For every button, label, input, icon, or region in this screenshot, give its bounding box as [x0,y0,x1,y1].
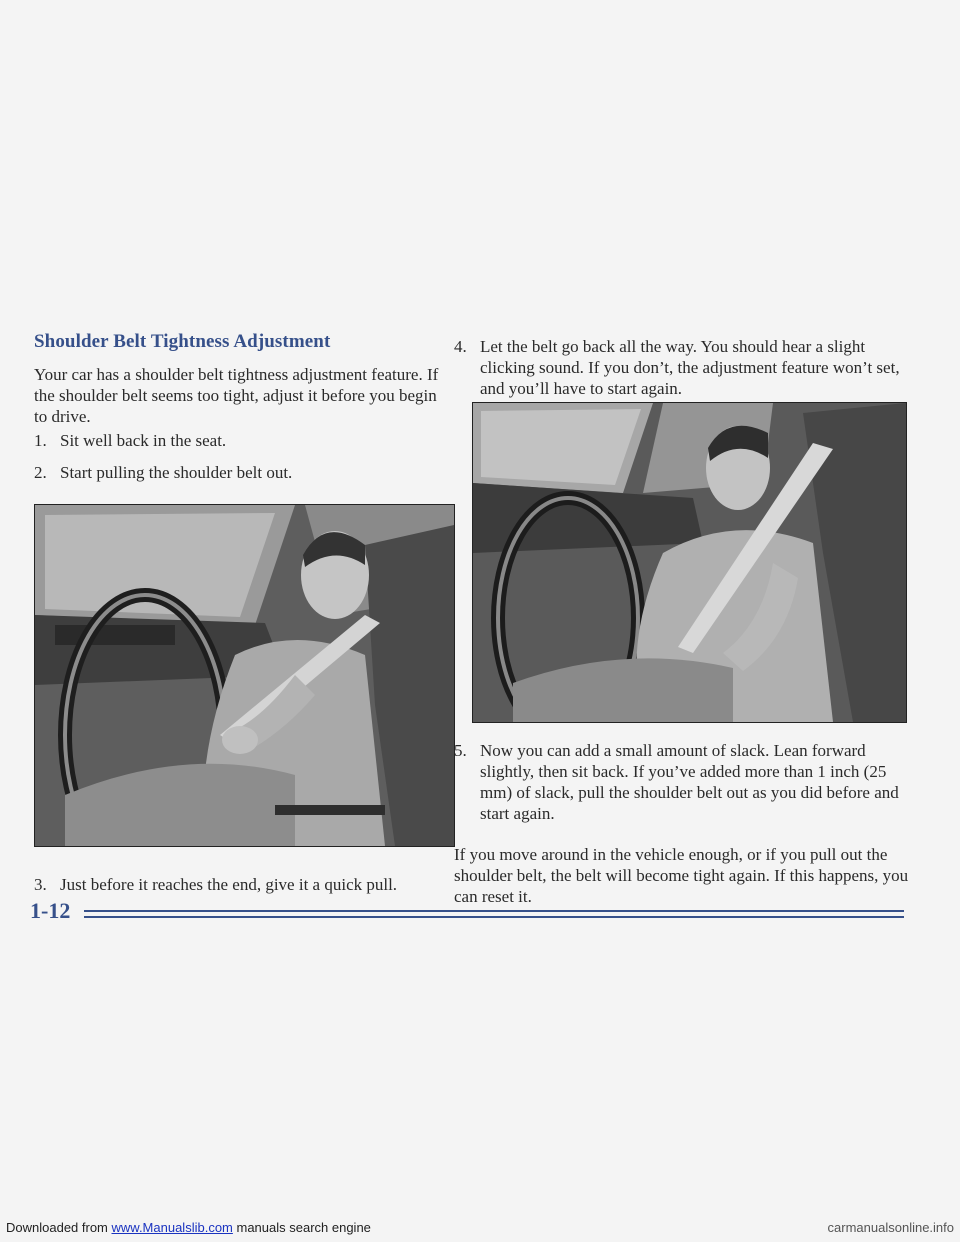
footer-rule [84,910,904,912]
step-5 [454,740,914,824]
section-title: Shoulder Belt Tightness Adjustment [34,331,331,352]
illustration-belt-retract [472,402,907,723]
closing-paragraph: If you move around in the vehicle enough, or if you pull out the shoulder belt, the belt will become tight again. If this happens, you can reset it. [454,845,909,906]
step-3 [34,874,474,895]
step-2 [34,462,454,483]
footer-rule [84,916,904,918]
step-text: Sit well back in the seat. [60,431,227,450]
step-number: 1. [34,431,47,450]
banner-left [6,1214,371,1242]
step-text: Just before it reaches the end, give it a quick pull. [60,875,398,894]
intro-paragraph: Your car has a shoulder belt tightness adjustment feature. If the shoulder belt seems too tight, adjust it before you begin to drive. [34,365,439,426]
step-number: 4. [454,337,467,356]
download-banner [0,1214,960,1242]
step-number: 3. [34,875,47,894]
manualslib-link[interactable]: www.Manualslib.com [111,1220,233,1235]
watermark-site: carmanualsonline.info [827,1220,954,1235]
step-4 [454,336,914,399]
banner-prefix: Downloaded from [6,1220,112,1235]
page-number: 1-12 [30,898,71,923]
step-number: 2. [34,463,47,482]
step-text: Let the belt go back all the way. You should hear a slight clicking sound. If you don’t, the adjustment feature won’t set, and you’ll have to start again. [480,337,900,398]
step-text: Now you can add a small amount of slack. Lean forward slightly, then sit back. If you’ve added more than 1 inch (25 mm) of slack, pull the shoulder belt out as you did before and start again. [480,741,899,823]
step-number: 5. [454,741,467,760]
illustration-pulling-belt [34,504,455,847]
step-text: Start pulling the shoulder belt out. [60,463,293,482]
banner-suffix: manuals search engine [232,1220,371,1235]
step-1 [34,430,454,451]
